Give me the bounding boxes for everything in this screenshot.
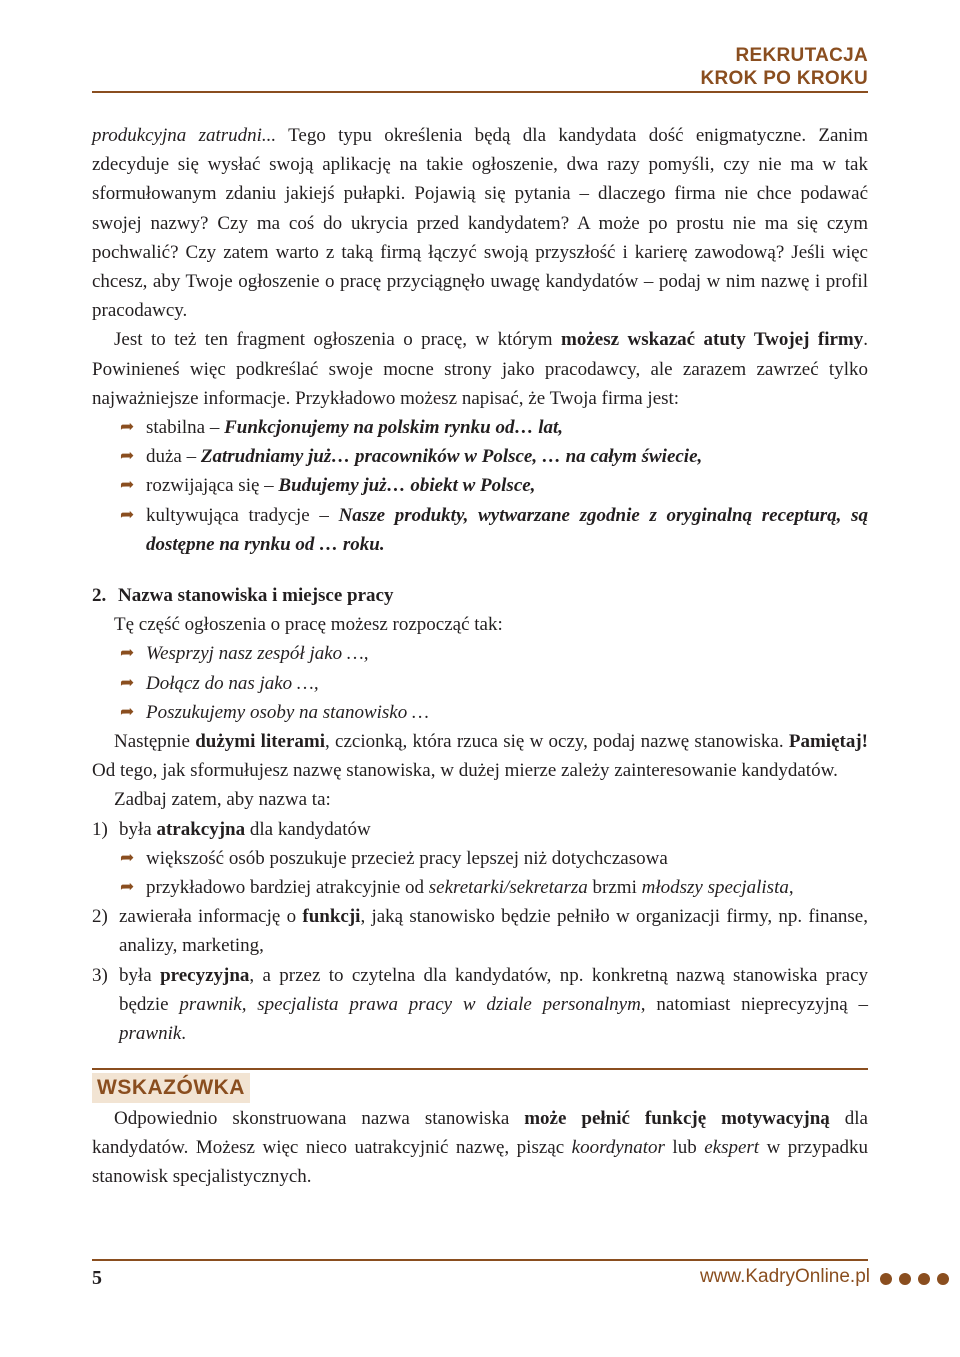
list-item: ➦ duża – Zatrudniamy już… pracowników w Polsce, … na całym świecie, <box>92 442 868 471</box>
arrow-right-icon: ➦ <box>120 701 135 722</box>
page-number: 5 <box>92 1267 102 1289</box>
list-item: ➦ kultywująca tradycje – Nasze produkty, wytwarzane zgodnie z oryginalną recepturą, są dostępne na rynku od … roku. <box>92 501 868 559</box>
footer-url[interactable]: www.KadryOnline.pl <box>699 1266 870 1287</box>
arrow-right-icon: ➦ <box>120 847 135 868</box>
list-item: ➦ przykładowo bardziej atrakcyjnie od sekretarki/sekretarza brzmi młodszy specjalista, <box>92 873 868 902</box>
tip-rule <box>92 1068 868 1070</box>
page-content <box>92 121 868 1191</box>
tip-label: WSKAZÓWKA <box>92 1073 250 1103</box>
list-item: ➦ Wesprzyj nasz zespół jako …, <box>92 639 868 668</box>
numbered-item: 2) zawierała informację o funkcji, jaką stanowisko będzie pełniło w organizacji firmy, np. finanse, analizy, marketing, <box>92 906 868 957</box>
footer-rule <box>92 1259 868 1261</box>
arrow-right-icon: ➦ <box>120 417 135 438</box>
section-intro: Tę część ogłoszenia o pracę możesz rozpocząć tak: <box>114 614 503 636</box>
header-line-1: REKRUTACJA <box>735 45 868 66</box>
arrow-right-icon: ➦ <box>120 475 135 496</box>
list-item: ➦ Dołącz do nas jako …, <box>92 669 868 698</box>
body-paragraph: Zadbaj zatem, aby nazwa ta: <box>114 789 331 811</box>
arrow-right-icon: ➦ <box>120 877 135 898</box>
intro-paragraph: produkcyjna zatrudni... Tego typu określenia będą dla kandydata dość enigmatyczne. Zanim zdecyduje się wysłać swoją aplikację na takie ogłoszenie, dwa razy pomyśli, czy nie ma w tak sformułowanym zdaniu jakiejś pułapki. Pojawią się pytania – dlaczego firma nie chce podawać swojej nazwy? Czy ma coś do ukrycia przed kandydatem? A może po prostu nie ma się czym pochwalić? Czy zatem warto z taką firmą łączyć swoją przyszłość i karierę zawodową? Jeśli więc chcesz, aby Twoje ogłoszenie o pracę przyciągnęło uwagę kandydatów – podaj w nim nazwę i profil pracodawcy. <box>92 125 868 322</box>
tip-paragraph: Odpowiednio skonstruowana nazwa stanowiska może pełnić funkcję motywacyjną dla kandydatów. Możesz więc nieco uatrakcyjnić nazwę, pisząc koordynator lub ekspert w przypadku stanowisk specjalistycznych. <box>92 1107 869 1187</box>
arrow-right-icon: ➦ <box>120 643 135 664</box>
numbered-item: 1) była atrakcyjna dla kandydatów <box>92 818 371 840</box>
dot-icon <box>880 1273 892 1285</box>
strengths-paragraph: Jest to też ten fragment ogłoszenia o pracę, w którym możesz wskazać atuty Twojej firmy. Powinieneś więc podkreślać swoje mocne strony jako pracodawcy, ale zarazem zawrzeć tylko najważniejsze informacje. Przykładowo możesz napisać, że Twoja firma jest: <box>92 329 868 409</box>
dot-icon <box>937 1273 949 1285</box>
list-item: ➦ stabilna – Funkcjonujemy na polskim rynku od… lat, <box>92 413 868 442</box>
list-item: ➦ większość osób poszukuje przecież pracy lepszej niż dotychczasowa <box>92 844 868 873</box>
dot-icon <box>899 1273 911 1285</box>
list-item: ➦ Poszukujemy osoby na stanowisko … <box>92 698 868 727</box>
section-heading: 2. Nazwa stanowiska i miejsce pracy <box>92 585 394 607</box>
list-item: ➦ rozwijająca się – Budujemy już… obiekt w Polsce, <box>92 471 868 500</box>
numbered-item: 3) była precyzyjna, a przez to czytelna dla kandydatów, np. konkretną nazwą stanowiska pracy będzie prawnik, specjalista prawa pracy w dziale personalnym, natomiast nieprecyzyjną – prawnik. <box>92 964 869 1045</box>
arrow-right-icon: ➦ <box>120 446 135 467</box>
decorative-dots <box>880 1272 956 1290</box>
header-rule <box>92 91 868 93</box>
dot-icon <box>918 1273 930 1285</box>
body-paragraph: Następnie dużymi literami, czcionką, która rzuca się w oczy, podaj nazwę stanowiska. Pamiętaj! Od tego, jak sformułujesz nazwę stanowiska, w dużej mierze zależy zainteresowanie kandydatów. <box>92 731 868 782</box>
header-line-2: KROK PO KROKU <box>700 68 868 89</box>
arrow-right-icon: ➦ <box>120 672 135 693</box>
running-header <box>700 44 868 90</box>
arrow-right-icon: ➦ <box>120 504 135 525</box>
